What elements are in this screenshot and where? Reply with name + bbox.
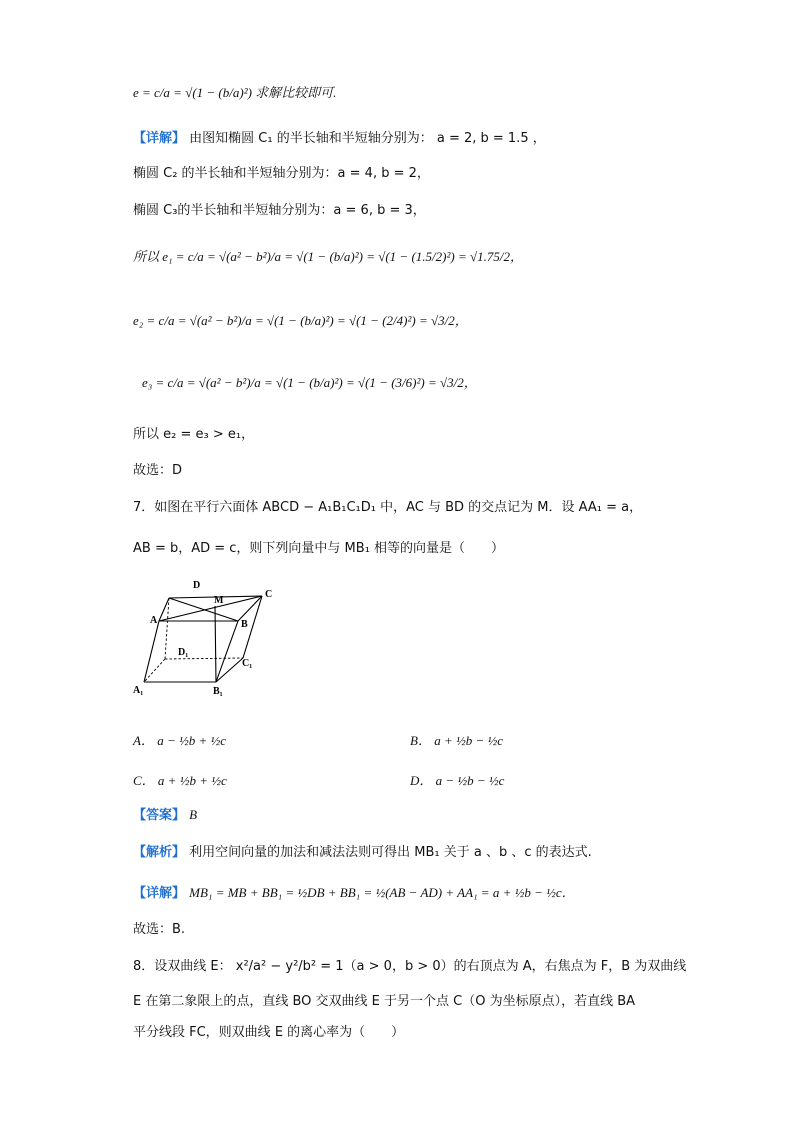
- vertex-label-d1: D₁: [178, 647, 189, 658]
- question8-text3: 平分线段 FC，则双曲线 E 的离心率为（ ）: [133, 1025, 405, 1040]
- option-b[interactable]: [410, 730, 503, 749]
- eccentricity-e2-text: e₂ = c/a = √(a² − b²)/a = √(1 − (b/a)²) = √(1 − (2/4)²) = √3/2，: [133, 313, 468, 328]
- analysis-line: [133, 846, 592, 859]
- eccentricity-e3-text: e₃ = c/a = √(a² − b²)/a = √(1 − (b/a)²) = √(1 − (3/6)²) = √3/2，: [142, 375, 477, 390]
- ellipse-c3-text: 椭圆 C₃的半长轴和半短轴分别为：a = 6, b = 3，: [133, 203, 426, 218]
- vertex-label-a1: A₁: [133, 685, 144, 696]
- choice-b-text: 故选：B.: [133, 922, 186, 937]
- comparison-text: 所以 e₂ = e₃ > e₁，: [133, 427, 255, 442]
- question7-text1: 7．如图在平行六面体 ABCD − A₁B₁C₁D₁ 中，AC 与 BD 的交点记为 M．设 AA₁ = a，: [133, 500, 643, 515]
- eccentricity-e2-line: [133, 314, 468, 327]
- question8-line1: [133, 960, 686, 973]
- detail-vector-text: MB₁ = MB + BB₁ = ½DB + BB₁ = ½(AB − AD) + AA₁ = a + ½b − ½c．: [189, 885, 575, 900]
- question7-text2: AB = b，AD = c，则下列向量中与 MB₁ 相等的向量是（ ）: [133, 541, 505, 556]
- analysis-text: 利用空间向量的加法和减法法则可得出 MB₁ 关于 a 、b 、c 的表达式.: [189, 845, 592, 860]
- comparison-line: [133, 428, 254, 441]
- vertex-label-a: A: [150, 615, 158, 626]
- choice-d-line: [133, 464, 182, 477]
- intro-formula-text: e = c/a = √(1 − (b/a)²) 求解比较即可.: [133, 85, 337, 100]
- parallelepiped-figure: [130, 576, 280, 700]
- question7-line1: [133, 501, 642, 514]
- option-c[interactable]: [133, 770, 227, 789]
- ellipse-c2-line: [133, 167, 430, 180]
- question8-text1: 8．设双曲线 E： x²/a² − y²/b² = 1（a > 0，b > 0）的右顶点为 A，右焦点为 F，B 为双曲线: [133, 959, 687, 974]
- option-d-text: D． a − ½b − ½c: [410, 773, 505, 788]
- vertex-label-c: C: [265, 589, 273, 600]
- vertex-label-d: D: [193, 580, 201, 591]
- answer-line: [133, 808, 197, 822]
- intro-formula-line: [133, 86, 336, 99]
- option-a-text: A． a − ½b + ½c: [133, 733, 227, 748]
- choice-b-line: [133, 923, 185, 936]
- detail-vector-line: [133, 886, 575, 900]
- answer-text: B: [189, 807, 198, 822]
- detail-text-c1: 由图知椭圆 C₁ 的半长轴和半短轴分别为： a = 2, b = 1.5 ，: [189, 131, 546, 146]
- option-c-text: C． a + ½b + ½c: [133, 773, 227, 788]
- vertex-label-b: B: [241, 619, 248, 630]
- eccentricity-e1-text: 所以 e₁ = c/a = √(a² − b²)/a = √(1 − (b/a)²) = √(1 − (1.5/2)²) = √1.75/2，: [133, 249, 523, 264]
- detail-line-c1: [133, 132, 546, 145]
- option-d[interactable]: [410, 770, 504, 789]
- ellipse-c2-text: 椭圆 C₂ 的半长轴和半短轴分别为：a = 4, b = 2，: [133, 166, 430, 181]
- choice-d-text: 故选：D: [133, 463, 183, 478]
- eccentricity-e3-line: [142, 376, 477, 389]
- point-label-m: M: [214, 595, 224, 606]
- eccentricity-e1-line: [133, 250, 523, 263]
- question8-line3: [133, 1026, 404, 1039]
- option-a[interactable]: [133, 730, 226, 749]
- vertex-label-b1: B₁: [213, 686, 223, 697]
- detail-vector-tag: 【详解】: [133, 886, 186, 901]
- vertex-label-c1: C₁: [242, 658, 253, 669]
- question7-line2: [133, 542, 504, 555]
- answer-tag: 【答案】: [133, 808, 186, 823]
- ellipse-c3-line: [133, 204, 426, 217]
- detail-tag: 【详解】: [133, 131, 186, 146]
- option-b-text: B． a + ½b − ½c: [410, 733, 504, 748]
- question8-line2: [133, 995, 635, 1008]
- question8-text2: E 在第二象限上的点，直线 BO 交双曲线 E 于另一个点 C（O 为坐标原点），若直线 BA: [133, 994, 636, 1009]
- analysis-tag: 【解析】: [133, 845, 186, 860]
